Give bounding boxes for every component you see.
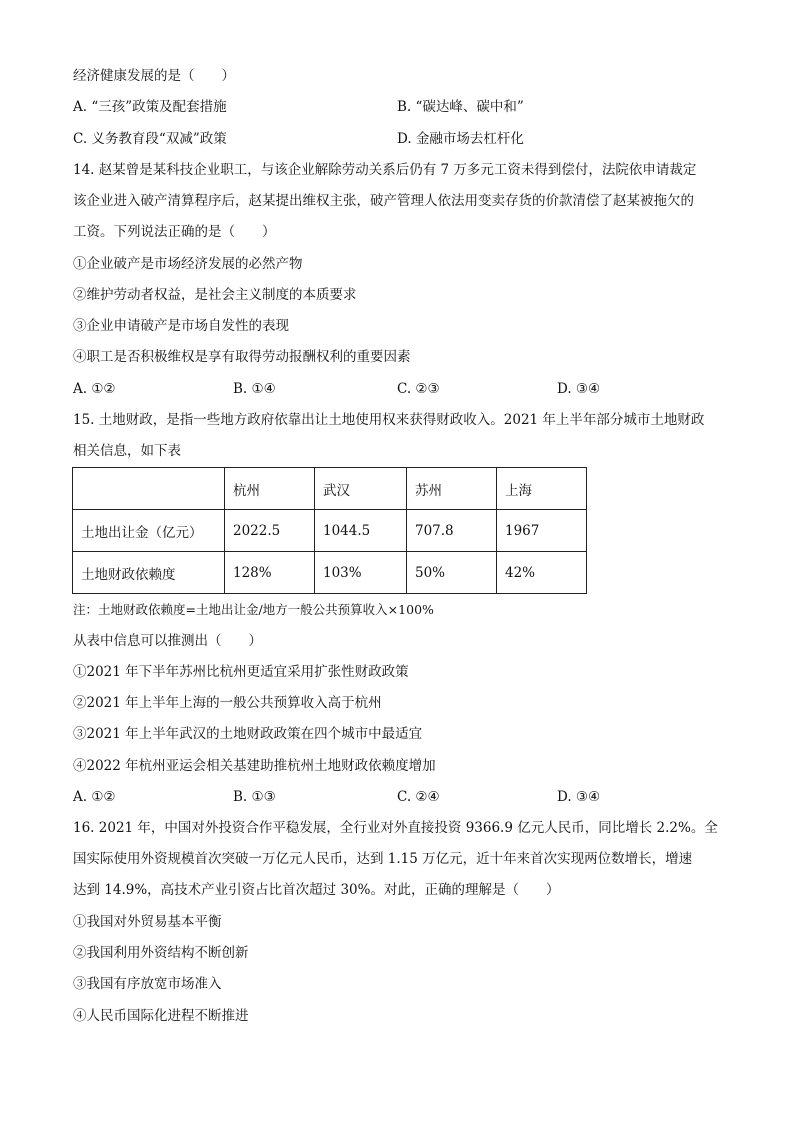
table-row-label: 土地出让金（亿元） <box>73 510 225 552</box>
q16-statement-2: ②我国利用外资结构不断创新 <box>73 945 249 961</box>
q16-statement-1: ①我国对外贸易基本平衡 <box>73 914 222 930</box>
q15-option-c: C. ②④ <box>397 789 440 805</box>
table-header-cell: 杭州 <box>225 468 315 510</box>
table-row <box>73 552 587 594</box>
q15-ask: 从表中信息可以推测出（ ） <box>73 633 262 649</box>
q15-statement-4: ④2022 年杭州亚运会相关基建助推杭州土地财政依赖度增加 <box>73 758 436 774</box>
table-cell: 707.8 <box>407 510 497 552</box>
q13-stem-tail: 经济健康发展的是（ ） <box>73 68 235 84</box>
q16-stem-line-3: 达到 14.9%，高技术产业引资占比首次超过 30%。对此，正确的理解是（ ） <box>73 882 560 898</box>
q14-statement-3: ③企业申请破产是市场自发性的表现 <box>73 318 289 334</box>
table-cell: 50% <box>407 552 497 594</box>
q16-statement-4: ④人民币国际化进程不断推进 <box>73 1008 249 1024</box>
q15-stem-line-1: 15. 土地财政，是指一些地方政府依靠出让土地使用权来获得财政收入。2021 年上半年部分城市土地财政 <box>73 412 705 428</box>
table-header-cell <box>73 468 225 510</box>
table-header-cell: 上海 <box>497 468 587 510</box>
q14-option-c: C. ②③ <box>397 381 440 397</box>
q14-option-d: D. ③④ <box>557 381 601 397</box>
land-finance-table <box>72 467 587 594</box>
q15-statement-3: ③2021 年上半年武汉的土地财政政策在四个城市中最适宜 <box>73 726 423 742</box>
q14-statement-2: ②维护劳动者权益，是社会主义制度的本质要求 <box>73 287 357 303</box>
q15-table-note: 注：土地财政依赖度=土地出让金/地方一般公共预算收入×100% <box>73 602 434 617</box>
table-cell: 42% <box>497 552 587 594</box>
q15-statement-2: ②2021 年上半年上海的一般公共预算收入高于杭州 <box>73 695 382 711</box>
q14-stem-line-1: 14. 赵某曾是某科技企业职工，与该企业解除劳动关系后仍有 7 万多元工资未得到偿付，法院依申请裁定 <box>73 162 697 178</box>
q13-option-c: C. 义务教育段“双减”政策 <box>73 131 227 147</box>
table-cell: 1967 <box>497 510 587 552</box>
q14-statement-4: ④职工是否积极维权是享有取得劳动报酬权利的重要因素 <box>73 349 411 365</box>
q16-stem-line-2: 国实际使用外资规模首次突破一万亿元人民币，达到 1.15 万亿元，近十年来首次实现两位数增长，增速 <box>73 851 693 867</box>
table-cell: 2022.5 <box>225 510 315 552</box>
table-row-label: 土地财政依赖度 <box>73 552 225 594</box>
table-cell: 128% <box>225 552 315 594</box>
q13-option-d: D. 金融市场去杠杆化 <box>397 131 524 147</box>
q16-statement-3: ③我国有序放宽市场准入 <box>73 976 222 992</box>
q13-option-a: A. “三孩”政策及配套措施 <box>73 99 227 115</box>
table-header-cell: 武汉 <box>315 468 407 510</box>
q14-option-b: B. ①④ <box>233 381 276 397</box>
q14-option-a: A. ①② <box>73 381 116 397</box>
q14-statement-1: ①企业破产是市场经济发展的必然产物 <box>73 256 303 272</box>
q15-statement-1: ①2021 年下半年苏州比杭州更适宜采用扩张性财政政策 <box>73 664 409 680</box>
q15-option-d: D. ③④ <box>557 789 601 805</box>
table-header-row <box>73 468 587 510</box>
table-header-cell: 苏州 <box>407 468 497 510</box>
q14-stem-line-2: 该企业进入破产清算程序后，赵某提出维权主张，破产管理人依法用变卖存货的价款清偿了赵某被拖欠的 <box>73 193 694 209</box>
table-row <box>73 510 587 552</box>
table-cell: 103% <box>315 552 407 594</box>
q16-stem-line-1: 16. 2021 年，中国对外投资合作平稳发展，全行业对外直接投资 9366.9 亿元人民币，同比增长 2.2%。全 <box>73 820 718 836</box>
q15-option-b: B. ①③ <box>233 789 276 805</box>
table-cell: 1044.5 <box>315 510 407 552</box>
q15-stem-line-2: 相关信息，如下表 <box>73 443 181 459</box>
q15-option-a: A. ①② <box>73 789 116 805</box>
q14-stem-line-3: 工资。下列说法正确的是（ ） <box>73 224 276 240</box>
q13-option-b: B. “碳达峰、碳中和” <box>397 99 524 115</box>
